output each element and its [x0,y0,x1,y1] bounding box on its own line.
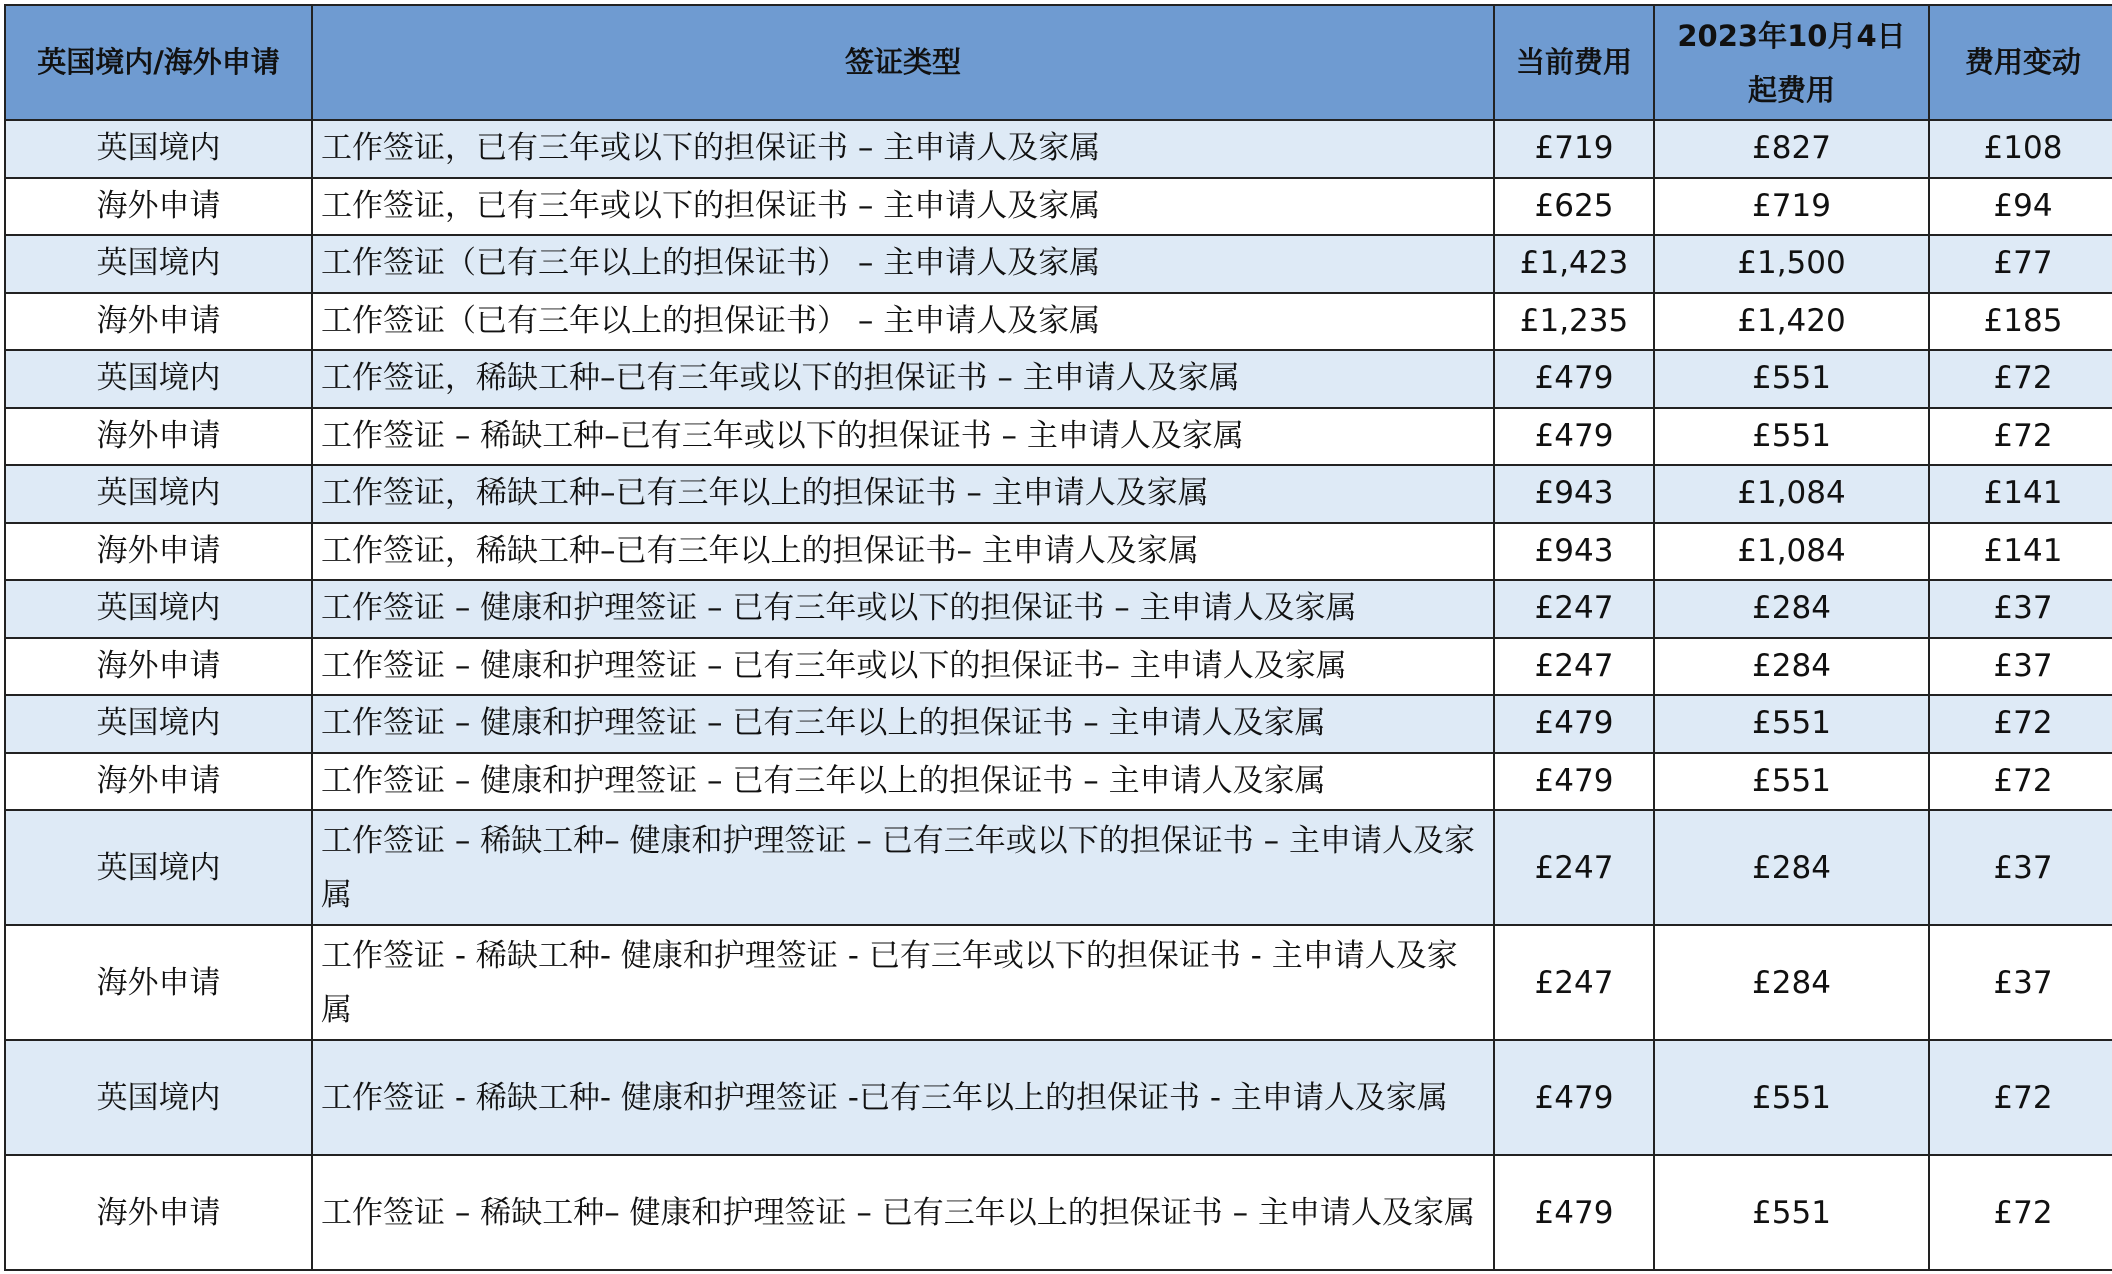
header-new-fee[interactable] [1654,5,1929,120]
cell-current-fee[interactable]: £625 [1494,178,1654,236]
cell-new-fee[interactable]: £551 [1654,350,1929,408]
cell-visa-type[interactable]: 工作签证，稀缺工种–已有三年以上的担保证书 – 主申请人及家属 [312,465,1494,523]
cell-fee-change[interactable]: £72 [1929,753,2112,811]
cell-new-fee[interactable]: £827 [1654,120,1929,178]
cell-current-fee[interactable]: £943 [1494,523,1654,581]
cell-current-fee[interactable]: £719 [1494,120,1654,178]
cell-new-fee[interactable]: £1,500 [1654,235,1929,293]
cell-current-fee[interactable]: £479 [1494,408,1654,466]
cell-fee-change[interactable]: £72 [1929,408,2112,466]
table-row [5,925,2112,1040]
cell-current-fee[interactable]: £247 [1494,638,1654,696]
cell-current-fee[interactable]: £247 [1494,925,1654,1040]
cell-location[interactable]: 英国境内 [5,235,312,293]
cell-visa-type[interactable]: 工作签证 – 健康和护理签证 – 已有三年以上的担保证书 – 主申请人及家属 [312,695,1494,753]
cell-location[interactable]: 英国境内 [5,810,312,925]
cell-current-fee[interactable]: £479 [1494,695,1654,753]
header-row [5,5,2112,120]
header-new-fee-label: 起费用 [1747,72,1835,107]
cell-fee-change[interactable]: £72 [1929,350,2112,408]
header-new-fee-date: 2023年10月4日 [1677,18,1906,53]
cell-visa-type[interactable]: 工作签证 – 稀缺工种– 健康和护理签证 – 已有三年或以下的担保证书 – 主申请人及家属 [312,810,1494,925]
cell-location[interactable]: 海外申请 [5,178,312,236]
cell-location[interactable]: 海外申请 [5,638,312,696]
table-row [5,465,2112,523]
cell-current-fee[interactable]: £247 [1494,580,1654,638]
cell-current-fee[interactable]: £943 [1494,465,1654,523]
cell-new-fee[interactable]: £1,084 [1654,465,1929,523]
cell-visa-type[interactable]: 工作签证 – 健康和护理签证 – 已有三年或以下的担保证书– 主申请人及家属 [312,638,1494,696]
cell-location[interactable]: 英国境内 [5,580,312,638]
cell-fee-change[interactable]: £37 [1929,638,2112,696]
cell-location[interactable]: 英国境内 [5,1040,312,1155]
cell-visa-type[interactable]: 工作签证（已有三年以上的担保证书） – 主申请人及家属 [312,293,1494,351]
table-row [5,695,2112,753]
table-body [5,120,2112,1270]
cell-current-fee[interactable]: £479 [1494,1040,1654,1155]
cell-fee-change[interactable]: £72 [1929,1040,2112,1155]
cell-current-fee[interactable]: £247 [1494,810,1654,925]
cell-visa-type[interactable]: 工作签证，稀缺工种–已有三年以上的担保证书– 主申请人及家属 [312,523,1494,581]
cell-visa-type[interactable]: 工作签证，已有三年或以下的担保证书 – 主申请人及家属 [312,178,1494,236]
cell-current-fee[interactable]: £1,235 [1494,293,1654,351]
table-row [5,1155,2112,1270]
cell-fee-change[interactable]: £77 [1929,235,2112,293]
table-row [5,120,2112,178]
table-row [5,178,2112,236]
cell-new-fee[interactable]: £284 [1654,580,1929,638]
table-row [5,638,2112,696]
cell-location[interactable]: 英国境内 [5,465,312,523]
table-row [5,1040,2112,1155]
cell-fee-change[interactable]: £37 [1929,580,2112,638]
cell-fee-change[interactable]: £72 [1929,695,2112,753]
cell-current-fee[interactable]: £479 [1494,1155,1654,1270]
cell-visa-type[interactable]: 工作签证 - 稀缺工种- 健康和护理签证 -已有三年以上的担保证书 - 主申请人及家属 [312,1040,1494,1155]
cell-location[interactable]: 海外申请 [5,293,312,351]
cell-new-fee[interactable]: £284 [1654,925,1929,1040]
cell-location[interactable]: 海外申请 [5,753,312,811]
table-row [5,235,2112,293]
table-row [5,408,2112,466]
cell-visa-type[interactable]: 工作签证，稀缺工种–已有三年或以下的担保证书 – 主申请人及家属 [312,350,1494,408]
cell-visa-type[interactable]: 工作签证 – 稀缺工种– 健康和护理签证 – 已有三年以上的担保证书 – 主申请人及家属 [312,1155,1494,1270]
cell-fee-change[interactable]: £108 [1929,120,2112,178]
cell-fee-change[interactable]: £94 [1929,178,2112,236]
cell-current-fee[interactable]: £479 [1494,350,1654,408]
cell-current-fee[interactable]: £479 [1494,753,1654,811]
cell-location[interactable]: 英国境内 [5,695,312,753]
cell-fee-change[interactable]: £37 [1929,810,2112,925]
cell-fee-change[interactable]: £37 [1929,925,2112,1040]
cell-fee-change[interactable]: £141 [1929,465,2112,523]
cell-new-fee[interactable]: £284 [1654,638,1929,696]
cell-fee-change[interactable]: £72 [1929,1155,2112,1270]
cell-new-fee[interactable]: £1,420 [1654,293,1929,351]
header-fee-change[interactable]: 费用变动 [1929,5,2112,120]
cell-new-fee[interactable]: £284 [1654,810,1929,925]
table-row [5,580,2112,638]
cell-location[interactable]: 英国境内 [5,120,312,178]
table-row [5,293,2112,351]
cell-location[interactable]: 英国境内 [5,350,312,408]
cell-new-fee[interactable]: £551 [1654,1155,1929,1270]
cell-fee-change[interactable]: £141 [1929,523,2112,581]
cell-visa-type[interactable]: 工作签证，已有三年或以下的担保证书 – 主申请人及家属 [312,120,1494,178]
cell-new-fee[interactable]: £551 [1654,753,1929,811]
cell-visa-type[interactable]: 工作签证（已有三年以上的担保证书） – 主申请人及家属 [312,235,1494,293]
header-location[interactable]: 英国境内/海外申请 [5,5,312,120]
cell-visa-type[interactable]: 工作签证 - 稀缺工种- 健康和护理签证 - 已有三年或以下的担保证书 - 主申请人及家属 [312,925,1494,1040]
header-visa-type[interactable]: 签证类型 [312,5,1494,120]
cell-location[interactable]: 海外申请 [5,523,312,581]
cell-fee-change[interactable]: £185 [1929,293,2112,351]
cell-new-fee[interactable]: £551 [1654,408,1929,466]
cell-location[interactable]: 海外申请 [5,925,312,1040]
table-row [5,753,2112,811]
table-row [5,523,2112,581]
cell-visa-type[interactable]: 工作签证 – 健康和护理签证 – 已有三年或以下的担保证书 – 主申请人及家属 [312,580,1494,638]
cell-new-fee[interactable]: £551 [1654,1040,1929,1155]
header-current-fee[interactable]: 当前费用 [1494,5,1654,120]
cell-new-fee[interactable]: £551 [1654,695,1929,753]
table-row [5,810,2112,925]
cell-location[interactable]: 海外申请 [5,408,312,466]
visa-fee-table [4,4,2112,1271]
cell-current-fee[interactable]: £1,423 [1494,235,1654,293]
cell-location[interactable]: 海外申请 [5,1155,312,1270]
cell-new-fee[interactable]: £1,084 [1654,523,1929,581]
cell-new-fee[interactable]: £719 [1654,178,1929,236]
table-row [5,350,2112,408]
cell-visa-type[interactable]: 工作签证 – 稀缺工种–已有三年或以下的担保证书 – 主申请人及家属 [312,408,1494,466]
cell-visa-type[interactable]: 工作签证 – 健康和护理签证 – 已有三年以上的担保证书 – 主申请人及家属 [312,753,1494,811]
